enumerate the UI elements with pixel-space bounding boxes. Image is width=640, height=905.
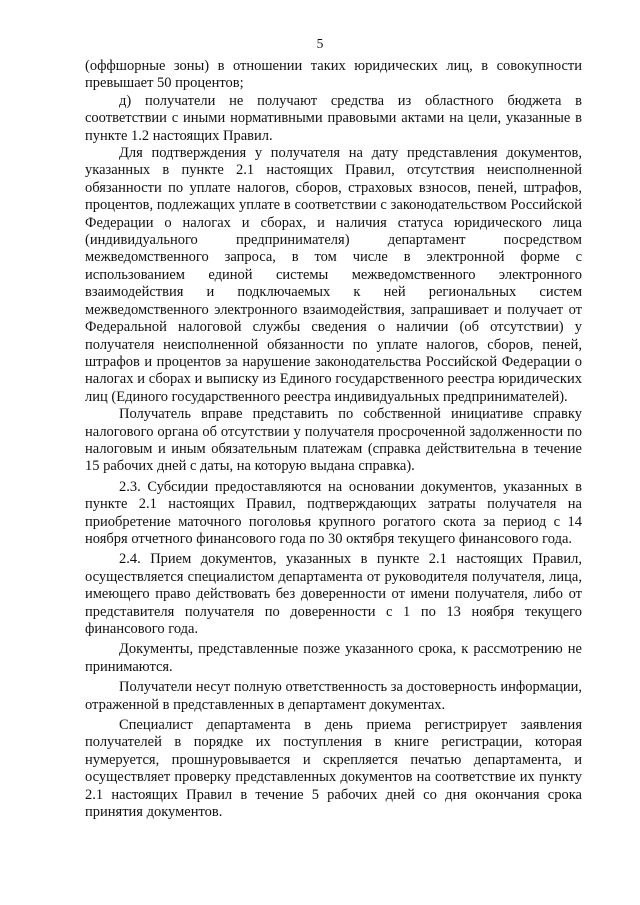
paragraph-section-2-3: 2.3. Субсидии предоставляются на основании документов, указанных в пункте 2.1 настоящих Правил, подтверждающих затраты получателя на приобретение маточного поголовья крупного рогатого скота за период с 14 ноября отчетного финансового года по 30 октября текущего финансового года. [85,478,582,547]
paragraph-registration: Специалист департамента в день приема регистрирует заявления получателей в порядке их поступления в книге регистрации, которая нумеруется, прошнуровывается и скрепляется печатью департамента, и осуществляет проверку представленных документов на соответствие их пункту 2.1 настоящих Правил в течение 5 рабочих дней со дня окончания срока принятия документов. [85,717,582,821]
paragraph-late-documents: Документы, представленные позже указанного срока, к рассмотрению не принимаются. [85,641,582,675]
paragraph-item-d: д) получатели не получают средства из областного бюджета в соответствии с иными нормативными правовыми актами на цели, указанные в пункте 1.2 настоящих Правил. [85,92,582,144]
paragraph-verification: Для подтверждения у получателя на дату представления документов, указанных в пункте 2.1 настоящих Правил, отсутствия неисполненной обязанности по уплате налогов, сборов, страховых взносов, пеней, штрафов, процентов, подлежащих уплате в соответствии с законодательством Российской Федерации о налогах и сборах, и наличия статуса юридического лица (индивидуального предпринимателя) департамент посредством межведомственного запроса, в том числе в электронной форме с использованием единой системы межведомственного электронного взаимодействия и подключаемых к ней региональных систем межведомственного электронного взаимодействия, запрашивает и получает от Федеральной налоговой службы сведения о наличии (об отсутствии) у получателя неисполненной обязанности по уплате налогов, сборов, пеней, штрафов и процентов за нарушение законодательства Российской Федерации о налогах и сборах и выписку из Единого государственного реестра юридических лиц (Единого государственного реестра индивидуальных предпринимателей). [85,145,582,405]
paragraph-section-2-4: 2.4. Прием документов, указанных в пункте 2.1 настоящих Правил, осуществляется специалистом департамента от руководителя получателя, лица, имеющего право действовать без доверенности от имени получателя, либо от представителя получателя по доверенности с 1 по 13 ноября текущего финансового года. [85,551,582,637]
paragraph-responsibility: Получатели несут полную ответственность за достоверность информации, отраженной в представленных в департамент документах. [85,679,582,713]
paragraph-continuation: (оффшорные зоны) в отношении таких юридических лиц, в совокупности превышает 50 процентов; [85,58,582,92]
paragraph-tax-certificate: Получатель вправе представить по собственной инициативе справку налогового органа об отсутствии у получателя просроченной задолженности по налоговым и иным обязательным платежам (справка действительна в течение 15 рабочих дней с даты, на которую выдана справка). [85,406,582,475]
page-number: 5 [316,36,324,51]
document-body [85,58,582,821]
